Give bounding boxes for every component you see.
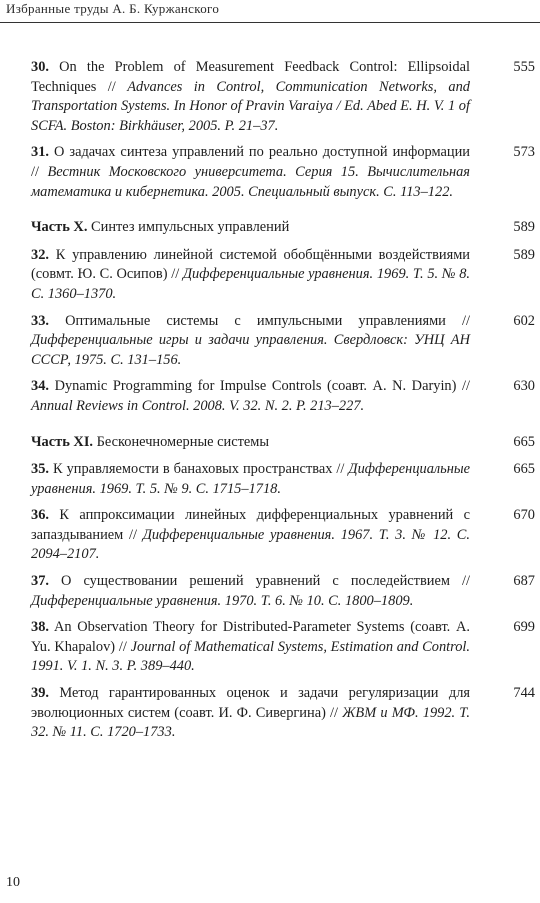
entry-page-number: 555 <box>513 59 535 75</box>
entry-title: К аппроксимации линейных дифференциальных уравнений с запаздыванием // <box>31 507 470 543</box>
entry-source: Вестник Московского университета. Серия 15. Вычислительная математика и кибернетика. 2005. Специальный выпуск. С. 113–122. <box>31 163 470 200</box>
contents-entry-32 <box>31 246 535 305</box>
part-page-number: 665 <box>513 433 535 450</box>
entry-number: 30. <box>31 59 49 75</box>
part-heading-xi <box>31 433 535 453</box>
contents-entry-39 <box>31 684 535 743</box>
entry-page-number: 699 <box>513 619 535 636</box>
entry-text <box>31 312 470 371</box>
entry-source: Дифференциальные уравнения. 1970. Т. 6. № 10. С. 1800–1809. <box>31 592 414 609</box>
part-page-number: 589 <box>513 219 535 236</box>
entry-number: 34. <box>31 378 49 395</box>
entry-title: Dynamic Programming for Impulse Controls (соавт. A. N. Daryin) // <box>49 378 470 395</box>
entry-source: Journal of Mathematical Systems, Estimation and Control. 1991. V. 1. N. 3. P. 389–440. <box>31 638 470 675</box>
entry-page-number: 589 <box>513 246 535 263</box>
entry-number: 31. <box>31 144 49 161</box>
entry-text <box>31 460 470 499</box>
entry-title: О существовании решений уравнений с последействием // <box>49 573 470 590</box>
page-folio-number: 10 <box>6 875 20 890</box>
entry-title: К управлению линейной системой обобщёнными воздействиями (совмт. Ю. С. Осипов) // <box>31 246 470 283</box>
entry-text <box>31 246 470 305</box>
part-title: Синтез импульсных управлений <box>87 219 290 236</box>
running-head: Избранные труды А. Б. Куржанского <box>6 1 220 16</box>
part-heading-x <box>31 218 535 238</box>
entry-source: Advances in Control, Communication Networks, and Transportation Systems. In Honor of Pravin Varaiya / Ed. Abed E. H. V. 1 of SCFA. Boston: Birkhäuser, 2005. P. 21–37. <box>31 78 470 134</box>
entry-title: Метод гарантированных оценок и задачи регуляризации для эволюционных систем (соавт. И. Ф. Сивергина) // <box>31 685 470 721</box>
entry-number: 33. <box>31 312 49 329</box>
entry-text <box>31 572 470 611</box>
entry-page-number: 744 <box>513 685 535 702</box>
entry-page-number: 602 <box>513 312 535 329</box>
part-label: Часть XI. <box>31 433 94 450</box>
entry-number: 32. <box>31 246 49 263</box>
part-label: Часть X. <box>31 219 88 236</box>
entry-text <box>31 377 470 416</box>
entry-page-number: 670 <box>513 507 535 524</box>
contents-entry-36 <box>31 506 535 565</box>
contents-list <box>31 58 535 750</box>
entry-page-number: 630 <box>513 378 535 395</box>
entry-page-number: 665 <box>513 461 535 478</box>
entry-text <box>31 506 470 565</box>
contents-entry-35 <box>31 460 535 499</box>
entry-number: 35. <box>31 461 49 478</box>
contents-entry-30 <box>31 58 535 136</box>
entry-source: Дифференциальные уравнения. 1969. Т. 5. № 9. С. 1715–1718. <box>31 461 470 497</box>
entry-title: On the Problem of Measurement Feedback Control: Ellipsoidal Techniques // <box>31 59 470 95</box>
entry-title: К управляемости в банаховых пространствах // <box>49 461 349 478</box>
header-rule <box>0 22 540 23</box>
entry-page-number: 573 <box>513 144 535 161</box>
entry-source: Дифференциальные уравнения. 1967. Т. 3. № 12. С. 2094–2107. <box>31 526 470 563</box>
entry-title: Оптимальные системы с импульсными управлениями // <box>49 312 470 329</box>
contents-entry-31 <box>31 143 535 202</box>
entry-text <box>31 684 470 743</box>
entry-page-number: 687 <box>513 573 535 590</box>
entry-number: 37. <box>31 573 49 590</box>
entry-source: ЖВМ и МФ. 1992. Т. 32. № 11. С. 1720–1733. <box>31 704 471 741</box>
entry-number: 36. <box>31 507 49 524</box>
contents-entry-34 <box>31 377 535 416</box>
contents-entry-38 <box>31 618 535 677</box>
entry-source: Дифференциальные уравнения. 1969. Т. 5. № 8. С. 1360–1370. <box>31 266 470 302</box>
entry-source: Annual Reviews in Control. 2008. V. 32. N. 2. P. 213–227. <box>31 397 365 414</box>
entry-title: О задачах синтеза управлений по реально доступной информации // <box>31 144 470 180</box>
contents-entry-33 <box>31 312 535 371</box>
part-title: Бесконечномерные системы <box>93 433 270 450</box>
entry-title: An Observation Theory for Distributed-Parameter Systems (соавт. A. Yu. Khapalov) // <box>31 619 470 655</box>
contents-entry-37 <box>31 572 535 611</box>
entry-number: 38. <box>31 619 49 636</box>
entry-text <box>31 143 470 202</box>
entry-text <box>31 618 470 677</box>
entry-number: 39. <box>31 685 49 702</box>
entry-source: Дифференциальные игры и задачи управления. Свердловск: УНЦ АН СССР, 1975. С. 131–156. <box>31 332 470 368</box>
entry-text <box>31 58 470 136</box>
